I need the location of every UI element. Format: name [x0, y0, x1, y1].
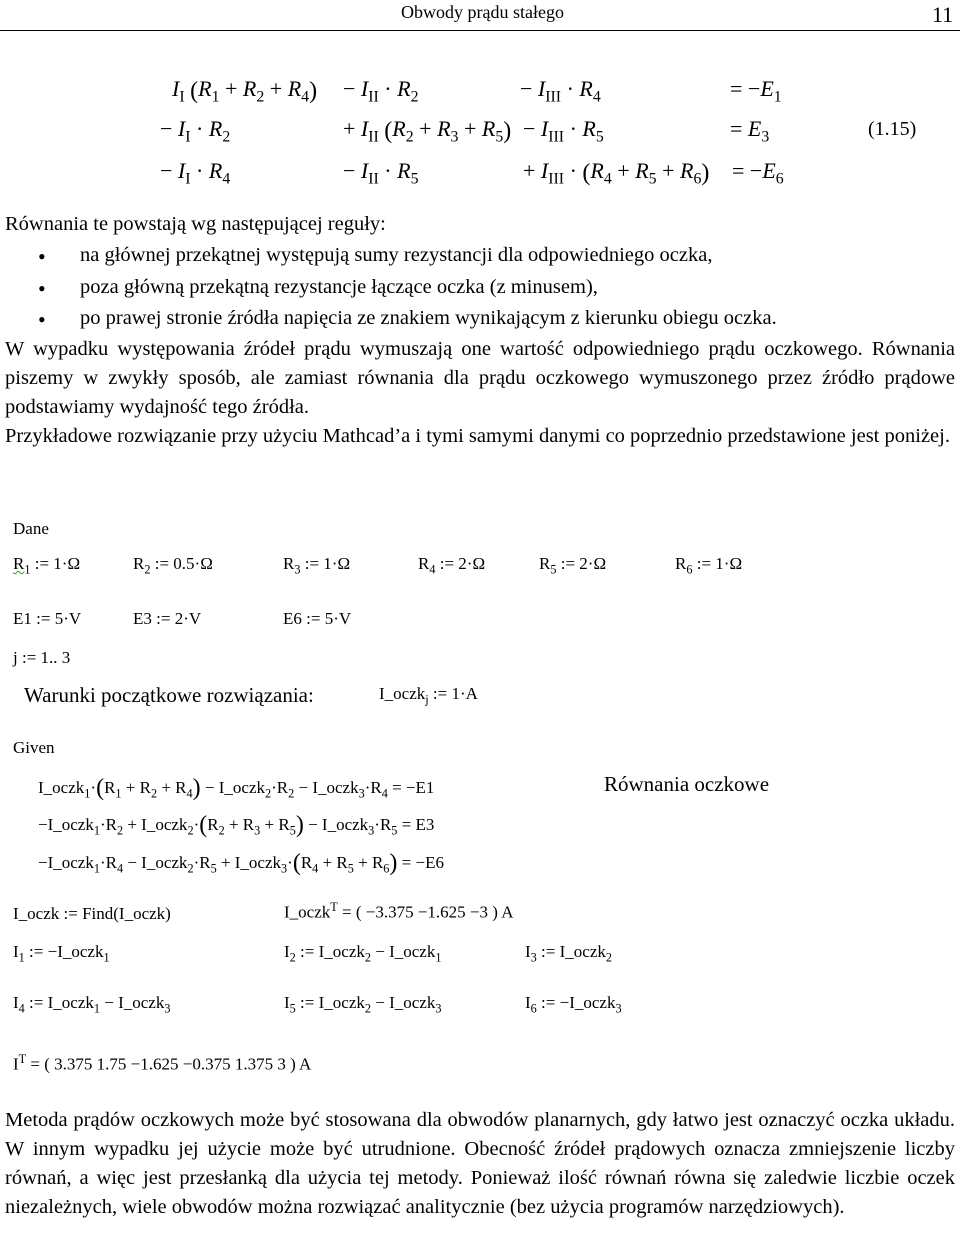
equation-number: (1.15) — [868, 118, 917, 140]
eq2-term-b: + $I_{II}$ $(R_2 + R_3 + R_5)$ — [343, 116, 512, 146]
bullet-text: na głównej przekątnej występują sumy rezystancji dla odpowiedniego oczka, — [80, 244, 713, 266]
branch-current-i3: $I_3$ := I_oczk$_2$ — [525, 942, 612, 965]
page-number: 11 — [932, 2, 954, 27]
resistor-r5-def: $R_5$ := 2·Ω — [539, 554, 607, 577]
bullet-text: po prawej stronie źródła napięcia ze znakiem wynikającym z kierunku obiegu oczka. — [80, 307, 777, 329]
eq1-term-c: − $I_{III} \cdot R_4$ — [520, 76, 601, 106]
branch-currents-result: $I^T$ = ( 3.375 1.75 −1.625 −0.375 1.375 3 ) A — [13, 1052, 312, 1074]
eq2-term-a: − $I_I \cdot R_2$ — [160, 116, 231, 146]
branch-current-i5: $I_5$ := I_oczk$_2$ − I_oczk$_3$ — [284, 993, 442, 1016]
header-title: Obwody prądu stałego — [401, 2, 564, 22]
mesh-currents-result: I_oczk$^T$ = ( −3.375 −1.625 −3 ) A — [284, 900, 514, 922]
eq2-term-c: − $I_{III} \cdot R_5$ — [523, 116, 604, 146]
resistor-r6-def: $R_6$ := 1·Ω — [675, 554, 743, 577]
mesh-equation-1: $I\_oczk_1\cdot(R_1 + R_2 + R_4)$ − $I\_oczk_2\cdot R_2$ − $I\_oczk_3\cdot R_4 = -E1$ — [38, 775, 435, 801]
bullet-dot: • — [38, 276, 46, 301]
paragraph-current-sources: W wypadku występowania źródeł prądu wymuszają one wartość odpowiedniego prądu oczkowego. Równania piszemy w zwykły sposób, ale zamiast równania dla prądu oczkowego wymuszonego przez źródło prądowe podstawiamy wydajność tego źródła. — [5, 338, 955, 418]
resistor-r4-def: $R_4$ := 2·Ω — [418, 554, 486, 577]
given-label: Given — [13, 738, 55, 757]
resistor-r3-def: $R_3$ := 1·Ω — [283, 554, 351, 577]
eq3-term-c: + $I_{III} \cdot (R_4 + R_5 + R_6)$ — [523, 158, 710, 188]
eq2-rhs: = $E_3$ — [730, 116, 770, 146]
mesh-equation-2: $-I\_oczk_1\cdot R_2$ + $I\_oczk_2\cdot(R_2 + R_3 + R_5)$ − $I\_oczk_3\cdot R_5 = E3$ — [38, 812, 435, 838]
source-e3-def: E3 := 2·V — [133, 609, 202, 628]
source-e6-def: E6 := 5·V — [283, 609, 352, 628]
initial-conditions-label: Warunki początkowe rozwiązania: — [24, 683, 314, 707]
initial-guess-def: I_oczk$_j$ := 1·A — [379, 684, 478, 707]
bullet-text: poza główną przekątną rezystancje łączące oczka (z minusem), — [80, 276, 598, 298]
range-definition: j := 1.. 3 — [13, 648, 71, 667]
paragraph-method-summary: Metoda prądów oczkowych może być stosowana dla obwodów planarnych, gdy łatwo jest oznaczyć oczka układu. W innym wypadku jej użycie może być utrudnione. Obecność źródeł prądowych oznacza zmniejszenie liczby równań, a więc jest przesłanką dla użycia tej metody. Ponieważ ilość równań równa się zaledwie liczbie oczek niezależnych, wiele obwodów można rozwiązać analitycznie (bez użycia programów narzędziowych). — [5, 1109, 955, 1218]
page-header — [0, 0, 960, 31]
bullet-dot: • — [38, 244, 46, 269]
rules-intro: Równania te powstają wg następującej reguły: — [5, 213, 386, 235]
eq3-term-b: − $I_{II} \cdot R_5$ — [343, 158, 419, 188]
eq3-rhs: = $-E_6$ — [732, 158, 784, 188]
find-statement: I_oczk := Find(I_oczk) — [13, 904, 171, 923]
bullet-dot: • — [38, 307, 46, 332]
eq3-term-a: − $I_I \cdot R_4$ — [160, 158, 231, 188]
mesh-equation-3: $-I\_oczk_1\cdot R_4$ − $I\_oczk_2\cdot R_5$ + $I\_oczk_3\cdot(R_4 + R_5 + R_6) = -E6$ — [38, 850, 444, 876]
branch-current-i6: $I_6$ := −I_oczk$_3$ — [525, 993, 622, 1016]
paragraph-mathcad-intro: Przykładowe rozwiązanie przy użyciu Mathcad’a i tymi samymi danymi co poprzednio przedstawione jest poniżej. — [5, 425, 950, 447]
resistor-r2-def: $R_2$ := 0.5·Ω — [133, 554, 213, 577]
branch-current-i1: $I_1$ := −I_oczk$_1$ — [13, 942, 110, 965]
eq1-term-a: $I_I$ $(R_1 + R_2 + R_4)$ — [172, 76, 318, 106]
branch-current-i4: $I_4$ := I_oczk$_1$ − I_oczk$_3$ — [13, 993, 171, 1016]
branch-current-i2: $I_2$ := I_oczk$_2$ − I_oczk$_1$ — [284, 942, 442, 965]
eq1-term-b: − $I_{II} \cdot R_2$ — [343, 76, 419, 106]
mesh-equations-label: Równania oczkowe — [604, 772, 770, 796]
source-e1-def: E1 := 5·V — [13, 609, 82, 628]
eq1-rhs: = $-E_1$ — [730, 76, 782, 106]
dane-label: Dane — [13, 519, 49, 538]
resistor-r1-def: $R_1$ := 1·Ω — [13, 554, 81, 577]
